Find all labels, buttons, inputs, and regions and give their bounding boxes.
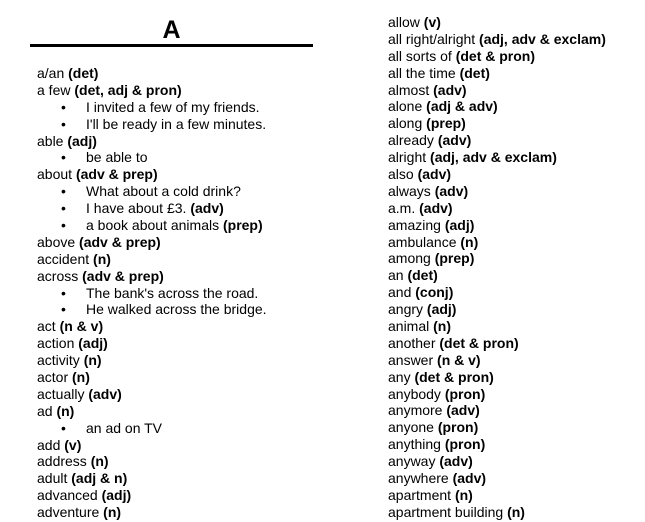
word-entry [388,436,645,453]
part-of-speech: (n) [83,352,102,369]
headword: about [37,166,73,183]
word-entry [388,98,645,115]
word-entry [388,504,645,521]
headword: another [388,334,436,351]
word-entry [37,386,327,403]
headword: allow [388,14,420,30]
bullet-icon: • [61,419,66,436]
word-entry [388,453,645,470]
headword: anymore [388,402,443,419]
part-of-speech: (det, adj & pron) [74,81,182,98]
bullet-icon: • [61,98,66,115]
example-item [37,301,327,318]
part-of-speech: (n) [433,318,452,335]
example-text: I invited a few of my friends. [86,98,260,115]
word-entry [37,318,327,335]
word-entry [388,31,645,48]
example-text: The bank's across the road. [86,284,259,301]
bullet-icon: • [61,217,66,234]
word-entry [37,335,327,352]
headword: act [37,318,56,335]
part-of-speech: (prep) [434,250,475,267]
part-of-speech: (n) [72,369,90,386]
word-entry [388,115,645,132]
word-entry [388,200,645,217]
example-text: He walked across the bridge. [86,301,267,318]
headword: actor [37,369,69,386]
example-text: be able to [86,149,148,166]
example-text: I have about £3. [86,200,187,217]
headword: among [388,250,431,267]
headword: able [37,132,64,149]
word-entry [37,166,327,183]
left-word-list [37,65,327,521]
word-entry [37,251,327,268]
part-of-speech: (n) [454,486,473,503]
example-text: an ad on TV [86,419,163,436]
headword: add [37,436,61,453]
headword: almost [388,81,430,98]
example-item [37,116,327,133]
headword: action [37,335,75,352]
headword: apartment [388,486,452,503]
word-entry [388,234,645,251]
example-text: I'll be ready in a few minutes. [86,115,267,132]
part-of-speech: (det) [68,65,99,81]
part-of-speech: (adj) [101,487,132,504]
example-item [37,200,327,217]
headword: ambulance [388,233,457,250]
headword: activity [37,352,80,369]
word-entry [388,166,645,183]
bullet-icon: • [61,301,66,318]
headword: anyone [388,419,434,436]
part-of-speech: (adv) [439,453,473,470]
word-entry [37,470,327,487]
headword: any [388,368,411,385]
word-entry [37,453,327,470]
headword: anywhere [388,470,449,487]
word-entry [37,65,327,82]
word-entry [37,234,327,251]
part-of-speech: (pron) [444,385,486,402]
bullet-icon: • [61,284,66,301]
example-item [37,420,327,437]
word-entry [388,419,645,436]
part-of-speech: (adv) [437,132,472,149]
headword: apartment building [388,503,504,520]
part-of-speech: (v) [64,436,82,453]
part-of-speech: (det) [459,64,490,81]
word-entry [388,386,645,403]
word-entry [37,437,327,454]
part-of-speech: (conj) [415,284,454,301]
example-text: a book about animals [86,217,220,234]
headword: answer [388,351,434,368]
word-entry [388,217,645,234]
part-of-speech: (adj & n) [71,470,128,487]
word-entry [388,470,645,487]
part-of-speech: (n) [93,250,111,267]
part-of-speech: (n & v) [437,351,481,368]
headword: a/an [37,65,65,81]
part-of-speech: (det) [407,267,438,284]
word-entry [37,403,327,420]
part-of-speech: (n) [56,402,75,419]
example-text: What about a cold drink? [86,183,241,200]
part-of-speech: (adj, adv & exclam) [479,30,606,47]
headword: all the time [388,64,456,81]
headword: anybody [388,385,441,402]
headword: also [388,166,414,183]
headword: accident [37,250,90,267]
word-entry [388,14,645,31]
part-of-speech: (adj) [78,335,108,352]
word-entry [388,301,645,318]
headword: an [388,267,404,284]
part-of-speech: (adv & prep) [75,166,158,183]
word-entry [388,284,645,301]
word-entry [37,82,327,99]
word-entry [388,335,645,352]
part-of-speech: (n) [507,503,525,520]
part-of-speech: (adj, adv & exclam) [430,149,557,166]
heading-rule [30,44,313,47]
part-of-speech: (prep) [426,115,466,132]
part-of-speech: (adv) [452,470,487,487]
part-of-speech: (adv) [434,182,469,199]
headword: across [37,267,79,284]
section-heading: A [162,16,181,44]
bullet-icon: • [61,149,66,166]
headword: alright [388,149,427,166]
headword: along [388,115,423,132]
headword: above [37,233,76,250]
word-entry [388,183,645,200]
part-of-speech: (adv) [417,166,452,183]
word-entry [388,65,645,82]
word-entry [388,487,645,504]
part-of-speech: (adv) [88,385,122,402]
word-entry [388,82,645,99]
part-of-speech: (pron) [437,419,479,436]
headword: anyway [388,453,436,470]
part-of-speech: (adj) [426,301,457,318]
bullet-icon: • [61,200,66,217]
part-of-speech: (adj) [444,216,475,233]
headword: actually [37,385,85,402]
headword: alone [388,98,423,115]
part-of-speech: (adv & prep) [82,267,164,284]
word-entry [388,267,645,284]
part-of-speech: (adv) [190,200,224,217]
headword: address [37,453,87,470]
headword: already [388,132,434,149]
part-of-speech: (adv) [419,199,453,216]
word-entry [388,132,645,149]
example-item [37,99,327,116]
headword: all sorts of [388,47,452,64]
example-item [37,217,327,234]
example-item [37,285,327,302]
part-of-speech: (adj) [67,132,97,149]
headword: a.m. [388,199,416,216]
bullet-icon: • [61,115,66,132]
word-entry [388,369,645,386]
part-of-speech: (det & pron) [414,368,494,385]
word-entry [37,133,327,150]
headword: animal [388,318,430,335]
word-entry [388,48,645,65]
headword: angry [388,301,424,318]
part-of-speech: (n) [90,453,109,470]
example-item [37,183,327,200]
word-entry [388,149,645,166]
part-of-speech: (det & pron) [455,47,536,64]
part-of-speech: (pron) [444,436,486,453]
word-entry [388,402,645,419]
part-of-speech: (prep) [222,217,263,234]
word-entry [388,352,645,369]
part-of-speech: (adj & adv) [426,98,498,115]
word-entry [37,268,327,285]
headword: adventure [37,504,100,521]
word-entry [37,369,327,386]
word-entry [37,504,327,521]
part-of-speech: (n) [460,233,479,250]
headword: a few [37,81,71,98]
word-entry [37,487,327,504]
bullet-icon: • [61,183,66,200]
part-of-speech: (det & pron) [439,334,519,351]
part-of-speech: (n & v) [59,318,104,335]
headword: always [388,182,431,199]
headword: all right/alright [388,30,476,47]
part-of-speech: (adv & prep) [79,233,161,250]
right-word-list [388,14,645,521]
example-item [37,149,327,166]
headword: amazing [388,216,441,233]
headword: anything [388,436,441,453]
part-of-speech: (n) [103,504,122,521]
headword: advanced [37,487,98,504]
part-of-speech: (v) [423,14,441,30]
part-of-speech: (adv) [446,402,480,419]
headword: ad [37,402,53,419]
word-entry [37,352,327,369]
headword: adult [37,470,68,487]
part-of-speech: (adv) [433,81,467,98]
word-entry [388,250,645,267]
word-entry [388,318,645,335]
headword: and [388,284,412,301]
